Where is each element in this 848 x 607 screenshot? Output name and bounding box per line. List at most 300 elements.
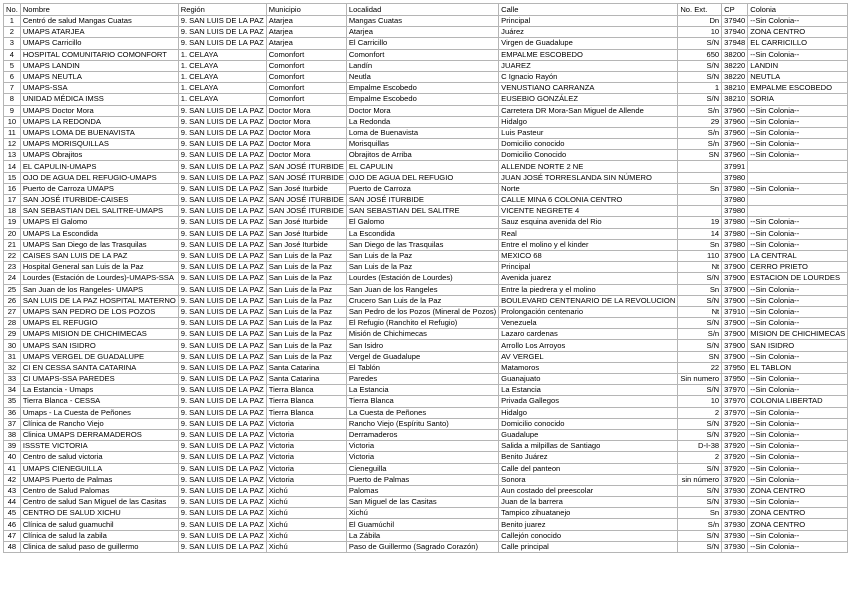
cell-region: 9. SAN LUIS DE LA PAZ	[178, 217, 266, 228]
cell-no: 26	[4, 295, 21, 306]
cell-localidad: Atarjea	[346, 27, 498, 38]
cell-calle: EMPALME ESCOBEDO	[499, 49, 678, 60]
cell-region: 9. SAN LUIS DE LA PAZ	[178, 105, 266, 116]
cell-no-ext: SN	[678, 150, 722, 161]
cell-municipio: SAN JOSÉ ITURBIDE	[266, 172, 346, 183]
cell-municipio: Tierra Blanca	[266, 385, 346, 396]
cell-localidad: Victoria	[346, 441, 498, 452]
cell-nombre: CENTRO DE SALUD XICHU	[20, 508, 178, 519]
cell-calle: C Ignacio Rayón	[499, 71, 678, 82]
cell-colonia: --Sin Colonia--	[748, 116, 848, 127]
cell-colonia: --Sin Colonia--	[748, 441, 848, 452]
cell-nombre: UMAPS LANDIN	[20, 60, 178, 71]
cell-region: 1. CELAYA	[178, 94, 266, 105]
table-row	[4, 250, 848, 261]
cell-no: 44	[4, 497, 21, 508]
cell-calle: Matamoros	[499, 362, 678, 373]
cell-colonia: ZONA CENTRO	[748, 519, 848, 530]
cell-localidad: El Guamúchil	[346, 519, 498, 530]
cell-nombre: Centro de salud San Miguel de las Casitas	[20, 497, 178, 508]
cell-region: 9. SAN LUIS DE LA PAZ	[178, 273, 266, 284]
cell-municipio: SAN JOSÉ ITURBIDE	[266, 206, 346, 217]
table-row	[4, 452, 848, 463]
table-row	[4, 27, 848, 38]
cell-calle: Privada Gallegos	[499, 396, 678, 407]
cell-municipio: Doctor Mora	[266, 139, 346, 150]
cell-colonia: --Sin Colonia--	[748, 228, 848, 239]
cell-region: 9. SAN LUIS DE LA PAZ	[178, 329, 266, 340]
table-row	[4, 195, 848, 206]
cell-region: 1. CELAYA	[178, 49, 266, 60]
cell-no-ext: S/N	[678, 94, 722, 105]
cell-nombre: Centró de salud Mangas Cuatas	[20, 16, 178, 27]
cell-no-ext: Sn	[678, 508, 722, 519]
table-row	[4, 429, 848, 440]
cell-localidad: Cieneguilla	[346, 463, 498, 474]
cell-calle: Callejón conocido	[499, 530, 678, 541]
cell-colonia: --Sin Colonia--	[748, 374, 848, 385]
cell-no: 32	[4, 362, 21, 373]
cell-no: 47	[4, 530, 21, 541]
cell-no: 23	[4, 262, 21, 273]
cell-no-ext: 10	[678, 27, 722, 38]
cell-cp: 37980	[722, 172, 748, 183]
cell-localidad: Derramaderos	[346, 429, 498, 440]
cell-localidad: Victoria	[346, 452, 498, 463]
cell-no-ext: S/N	[678, 485, 722, 496]
cell-calle: VENUSTIANO CARRANZA	[499, 83, 678, 94]
cell-localidad: Empalme Escobedo	[346, 83, 498, 94]
cell-colonia: --Sin Colonia--	[748, 452, 848, 463]
cell-nombre: UMAPS LA REDONDA	[20, 116, 178, 127]
cell-region: 9. SAN LUIS DE LA PAZ	[178, 362, 266, 373]
table-row	[4, 206, 848, 217]
cell-region: 9. SAN LUIS DE LA PAZ	[178, 250, 266, 261]
cell-nombre: UMAPS CIENEGUILLA	[20, 463, 178, 474]
cell-no: 6	[4, 71, 21, 82]
cell-colonia: --Sin Colonia--	[748, 497, 848, 508]
cell-region: 1. CELAYA	[178, 60, 266, 71]
cell-cp: 37900	[722, 295, 748, 306]
cell-localidad: Comonfort	[346, 49, 498, 60]
cell-no: 18	[4, 206, 21, 217]
cell-calle: JUAREZ	[499, 60, 678, 71]
cell-localidad: Vergel de Guadalupe	[346, 351, 498, 362]
cell-cp: 38210	[722, 83, 748, 94]
table-row	[4, 530, 848, 541]
cell-municipio: Xichú	[266, 508, 346, 519]
cell-municipio: Xichú	[266, 485, 346, 496]
table-row	[4, 497, 848, 508]
cell-localidad: San Luis de la Paz	[346, 250, 498, 261]
cell-calle: Principal	[499, 262, 678, 273]
cell-nombre: San Juan de los Rangeles- UMAPS	[20, 284, 178, 295]
cell-nombre: Umaps - La Cuesta de Peñones	[20, 407, 178, 418]
cell-colonia: LANDIN	[748, 60, 848, 71]
cell-municipio: Victoria	[266, 463, 346, 474]
cell-calle: Hidalgo	[499, 407, 678, 418]
cell-region: 9. SAN LUIS DE LA PAZ	[178, 161, 266, 172]
cell-municipio: Tierra Blanca	[266, 396, 346, 407]
cell-localidad: Paredes	[346, 374, 498, 385]
cell-region: 9. SAN LUIS DE LA PAZ	[178, 172, 266, 183]
cell-colonia: --Sin Colonia--	[748, 351, 848, 362]
cell-cp: 37930	[722, 497, 748, 508]
cell-colonia: ZONA CENTRO	[748, 27, 848, 38]
cell-region: 9. SAN LUIS DE LA PAZ	[178, 139, 266, 150]
table-row	[4, 396, 848, 407]
cell-region: 9. SAN LUIS DE LA PAZ	[178, 150, 266, 161]
cell-cp: 37970	[722, 396, 748, 407]
cell-nombre: UMAPS La Escondida	[20, 228, 178, 239]
cell-cp: 37950	[722, 362, 748, 373]
cell-municipio: Comonfort	[266, 60, 346, 71]
cell-municipio: SAN JOSÉ ITURBIDE	[266, 161, 346, 172]
cell-localidad: El Carricillo	[346, 38, 498, 49]
table-row	[4, 16, 848, 27]
cell-region: 9. SAN LUIS DE LA PAZ	[178, 519, 266, 530]
cell-nombre: UMAPS Obrajitos	[20, 150, 178, 161]
cell-cp: 37900	[722, 273, 748, 284]
cell-no: 7	[4, 83, 21, 94]
table-row	[4, 60, 848, 71]
cell-colonia	[748, 161, 848, 172]
cell-municipio: San Luis de la Paz	[266, 329, 346, 340]
cell-no: 29	[4, 329, 21, 340]
cell-municipio: Doctor Mora	[266, 127, 346, 138]
cell-no-ext: 19	[678, 217, 722, 228]
cell-no: 45	[4, 508, 21, 519]
cell-municipio: Comonfort	[266, 49, 346, 60]
cell-colonia: --Sin Colonia--	[748, 295, 848, 306]
cell-nombre: UNIDAD MÉDICA IMSS	[20, 94, 178, 105]
cell-calle: Salida a milpillas de Santiago	[499, 441, 678, 452]
header-row	[4, 4, 848, 16]
cell-colonia: --Sin Colonia--	[748, 385, 848, 396]
cell-no: 27	[4, 306, 21, 317]
cell-cp: 37930	[722, 485, 748, 496]
cell-localidad: OJO DE AGUA DEL REFUGIO	[346, 172, 498, 183]
cell-cp: 37910	[722, 306, 748, 317]
cell-nombre: La Estancia - Umaps	[20, 385, 178, 396]
cell-nombre: UMAPS VERGEL DE GUADALUPE	[20, 351, 178, 362]
cell-region: 9. SAN LUIS DE LA PAZ	[178, 452, 266, 463]
cell-no-ext: S/N	[678, 71, 722, 82]
cell-no-ext: S/N	[678, 541, 722, 552]
cell-cp: 37948	[722, 38, 748, 49]
cell-calle: Domicilio Conocido	[499, 150, 678, 161]
cell-no-ext: 29	[678, 116, 722, 127]
table-row	[4, 385, 848, 396]
cell-cp: 38220	[722, 71, 748, 82]
cell-municipio: Doctor Mora	[266, 116, 346, 127]
cell-no-ext: S/N	[678, 429, 722, 440]
table-row	[4, 116, 848, 127]
table-row	[4, 295, 848, 306]
cell-municipio: Xichú	[266, 530, 346, 541]
cell-colonia: EL CARRICILLO	[748, 38, 848, 49]
cell-municipio: San José Iturbide	[266, 183, 346, 194]
cell-no: 2	[4, 27, 21, 38]
cell-calle: Virgen de Guadalupe	[499, 38, 678, 49]
cell-localidad: Landín	[346, 60, 498, 71]
cell-colonia: ESTACION DE LOURDES	[748, 273, 848, 284]
cell-localidad: Doctor Mora	[346, 105, 498, 116]
cell-municipio: Doctor Mora	[266, 150, 346, 161]
cell-calle: VICENTE NEGRETE 4	[499, 206, 678, 217]
cell-colonia: --Sin Colonia--	[748, 318, 848, 329]
cell-cp: 37980	[722, 183, 748, 194]
cell-cp: 37960	[722, 127, 748, 138]
cell-nombre: CI UMAPS-SSA PAREDES	[20, 374, 178, 385]
cell-colonia: SAN ISIDRO	[748, 340, 848, 351]
cell-municipio: San José Iturbide	[266, 217, 346, 228]
cell-localidad: SAN SEBASTIAN DEL SALITRE	[346, 206, 498, 217]
cell-nombre: UMAPS-SSA	[20, 83, 178, 94]
cell-region: 9. SAN LUIS DE LA PAZ	[178, 16, 266, 27]
cell-no: 25	[4, 284, 21, 295]
cell-calle: JUAN JOSÉ TORRESLANDA SIN NÚMERO	[499, 172, 678, 183]
cell-nombre: Tierra Blanca - CESSA	[20, 396, 178, 407]
cell-localidad: Palomas	[346, 485, 498, 496]
cell-nombre: ISSSTE VICTORIA	[20, 441, 178, 452]
header-cell-calle: Calle	[499, 4, 678, 16]
cell-region: 9. SAN LUIS DE LA PAZ	[178, 429, 266, 440]
cell-cp: 37930	[722, 508, 748, 519]
cell-calle: Prolongación centenario	[499, 306, 678, 317]
cell-cp: 38220	[722, 60, 748, 71]
cell-region: 9. SAN LUIS DE LA PAZ	[178, 306, 266, 317]
cell-calle: ALLENDE NORTE 2 NE	[499, 161, 678, 172]
cell-region: 9. SAN LUIS DE LA PAZ	[178, 441, 266, 452]
cell-calle: Arrollo Los Arroyos	[499, 340, 678, 351]
cell-region: 9. SAN LUIS DE LA PAZ	[178, 418, 266, 429]
cell-municipio: Santa Catarina	[266, 362, 346, 373]
table-row	[4, 407, 848, 418]
cell-localidad: Rancho Viejo (Espíritu Santo)	[346, 418, 498, 429]
cell-calle: Principal	[499, 16, 678, 27]
cell-localidad: Crucero San Luis de la Paz	[346, 295, 498, 306]
table-row	[4, 127, 848, 138]
cell-colonia: --Sin Colonia--	[748, 530, 848, 541]
cell-no-ext	[678, 161, 722, 172]
cell-nombre: Lourdes (Estación de Lourdes)-UMAPS-SSA	[20, 273, 178, 284]
cell-nombre: UMAPS MORISQUILLAS	[20, 139, 178, 150]
cell-calle: Hidalgo	[499, 116, 678, 127]
table-row	[4, 374, 848, 385]
cell-municipio: San Luis de la Paz	[266, 284, 346, 295]
table-row	[4, 94, 848, 105]
header-cell-no-ext: No. Ext.	[678, 4, 722, 16]
cell-cp: 38200	[722, 49, 748, 60]
cell-no-ext	[678, 206, 722, 217]
table-row	[4, 418, 848, 429]
cell-no: 42	[4, 474, 21, 485]
cell-colonia	[748, 195, 848, 206]
cell-nombre: Puerto de Carroza UMAPS	[20, 183, 178, 194]
cell-nombre: UMAPS SAN PEDRO DE LOS POZOS	[20, 306, 178, 317]
table-row	[4, 38, 848, 49]
cell-no: 22	[4, 250, 21, 261]
cell-no-ext: 650	[678, 49, 722, 60]
cell-municipio: Tierra Blanca	[266, 407, 346, 418]
cell-colonia: --Sin Colonia--	[748, 183, 848, 194]
cell-calle: Entre la piedrera y el molino	[499, 284, 678, 295]
cell-no-ext: S/N	[678, 318, 722, 329]
cell-no-ext: Sn	[678, 284, 722, 295]
table-row	[4, 228, 848, 239]
cell-region: 9. SAN LUIS DE LA PAZ	[178, 318, 266, 329]
cell-no-ext: S/N	[678, 463, 722, 474]
cell-municipio: Doctor Mora	[266, 105, 346, 116]
cell-calle: CALLE MINA 6 COLONIA CENTRO	[499, 195, 678, 206]
cell-nombre: OJO DE AGUA DEL REFUGIO-UMAPS	[20, 172, 178, 183]
cell-cp: 37940	[722, 16, 748, 27]
cell-region: 9. SAN LUIS DE LA PAZ	[178, 385, 266, 396]
cell-no-ext: 2	[678, 452, 722, 463]
cell-no-ext: Nt	[678, 262, 722, 273]
cell-no-ext: S/N	[678, 418, 722, 429]
cell-colonia: ZONA CENTRO	[748, 508, 848, 519]
cell-localidad: Xichú	[346, 508, 498, 519]
cell-no: 34	[4, 385, 21, 396]
table-row	[4, 329, 848, 340]
cell-localidad: Empalme Escobedo	[346, 94, 498, 105]
cell-region: 9. SAN LUIS DE LA PAZ	[178, 474, 266, 485]
cell-nombre: SAN SEBASTIAN DEL SALITRE-UMAPS	[20, 206, 178, 217]
cell-calle: Avenida juarez	[499, 273, 678, 284]
cell-region: 9. SAN LUIS DE LA PAZ	[178, 127, 266, 138]
cell-no-ext: S/n	[678, 519, 722, 530]
cell-colonia: CERRO PRIETO	[748, 262, 848, 273]
cell-colonia: --Sin Colonia--	[748, 463, 848, 474]
cell-cp: 37920	[722, 441, 748, 452]
cell-no: 35	[4, 396, 21, 407]
cell-region: 1. CELAYA	[178, 71, 266, 82]
cell-municipio: San Luis de la Paz	[266, 262, 346, 273]
health-centers-table	[3, 3, 848, 553]
table-row	[4, 183, 848, 194]
cell-region: 1. CELAYA	[178, 83, 266, 94]
cell-no-ext: S/N	[678, 497, 722, 508]
cell-no-ext: S/N	[678, 38, 722, 49]
cell-cp: 37900	[722, 351, 748, 362]
cell-no-ext: 110	[678, 250, 722, 261]
cell-localidad: Morisquillas	[346, 139, 498, 150]
table-row	[4, 139, 848, 150]
cell-calle: Entre el molino y el kinder	[499, 239, 678, 250]
table-row	[4, 519, 848, 530]
cell-no-ext: S/N	[678, 295, 722, 306]
cell-colonia: --Sin Colonia--	[748, 239, 848, 250]
cell-cp: 37980	[722, 195, 748, 206]
header-cell-municipio: Municipio	[266, 4, 346, 16]
cell-region: 9. SAN LUIS DE LA PAZ	[178, 374, 266, 385]
cell-cp: 37900	[722, 250, 748, 261]
cell-no: 8	[4, 94, 21, 105]
cell-nombre: CI EN CESSA SANTA CATARINA	[20, 362, 178, 373]
cell-no-ext: D-I-38	[678, 441, 722, 452]
cell-municipio: San José Iturbide	[266, 239, 346, 250]
cell-calle: La Estancia	[499, 385, 678, 396]
cell-municipio: Xichú	[266, 497, 346, 508]
cell-cp: 37980	[722, 217, 748, 228]
cell-municipio: Victoria	[266, 429, 346, 440]
cell-calle: Sauz esquina avenida del Rio	[499, 217, 678, 228]
cell-region: 9. SAN LUIS DE LA PAZ	[178, 407, 266, 418]
cell-localidad: San Luis de la Paz	[346, 262, 498, 273]
cell-cp: 37940	[722, 27, 748, 38]
cell-nombre: CAISES SAN LUIS DE LA PAZ	[20, 250, 178, 261]
cell-calle: Sonora	[499, 474, 678, 485]
cell-calle: Juárez	[499, 27, 678, 38]
cell-region: 9. SAN LUIS DE LA PAZ	[178, 206, 266, 217]
cell-colonia: MISION DE CHICHIMECAS	[748, 329, 848, 340]
cell-calle: Real	[499, 228, 678, 239]
cell-municipio: San Luis de la Paz	[266, 318, 346, 329]
table-row	[4, 362, 848, 373]
cell-municipio: San Luis de la Paz	[266, 351, 346, 362]
cell-region: 9. SAN LUIS DE LA PAZ	[178, 497, 266, 508]
header-cell-region: Región	[178, 4, 266, 16]
cell-colonia: --Sin Colonia--	[748, 127, 848, 138]
cell-no-ext: S/n	[678, 105, 722, 116]
cell-cp: 37900	[722, 262, 748, 273]
cell-localidad: Loma de Buenavista	[346, 127, 498, 138]
cell-nombre: Clínica de Rancho Viejo	[20, 418, 178, 429]
cell-municipio: SAN JOSÉ ITURBIDE	[266, 195, 346, 206]
cell-municipio: San Luis de la Paz	[266, 273, 346, 284]
cell-cp: 37930	[722, 530, 748, 541]
cell-colonia: --Sin Colonia--	[748, 49, 848, 60]
table-row	[4, 49, 848, 60]
cell-nombre: Clínica de salud la zabila	[20, 530, 178, 541]
cell-localidad: Paso de Guillermo (Sagrado Corazón)	[346, 541, 498, 552]
table-row	[4, 508, 848, 519]
cell-municipio: Xichú	[266, 541, 346, 552]
cell-cp: 37960	[722, 105, 748, 116]
cell-colonia	[748, 172, 848, 183]
cell-nombre: UMAPS LOMA DE BUENAVISTA	[20, 127, 178, 138]
cell-colonia: COLONIA LIBERTAD	[748, 396, 848, 407]
cell-cp: 37980	[722, 239, 748, 250]
cell-nombre: UMAPS ATARJEA	[20, 27, 178, 38]
cell-no: 20	[4, 228, 21, 239]
cell-nombre: UMAPS Puerto de Palmas	[20, 474, 178, 485]
cell-no-ext: 2	[678, 407, 722, 418]
cell-colonia: --Sin Colonia--	[748, 105, 848, 116]
cell-calle: Guadalupe	[499, 429, 678, 440]
cell-colonia: --Sin Colonia--	[748, 217, 848, 228]
header-cell-colonia: Colonia	[748, 4, 848, 16]
cell-no: 41	[4, 463, 21, 474]
cell-no: 30	[4, 340, 21, 351]
cell-region: 9. SAN LUIS DE LA PAZ	[178, 485, 266, 496]
cell-colonia: NEUTLA	[748, 71, 848, 82]
cell-no-ext: SN	[678, 351, 722, 362]
cell-no: 5	[4, 60, 21, 71]
cell-calle: Calle del panteon	[499, 463, 678, 474]
cell-no: 15	[4, 172, 21, 183]
table-row	[4, 485, 848, 496]
cell-no: 36	[4, 407, 21, 418]
cell-colonia: LA CENTRAL	[748, 250, 848, 261]
cell-region: 9. SAN LUIS DE LA PAZ	[178, 239, 266, 250]
cell-municipio: Comonfort	[266, 83, 346, 94]
table-row	[4, 284, 848, 295]
cell-cp: 37980	[722, 228, 748, 239]
cell-no-ext: 14	[678, 228, 722, 239]
